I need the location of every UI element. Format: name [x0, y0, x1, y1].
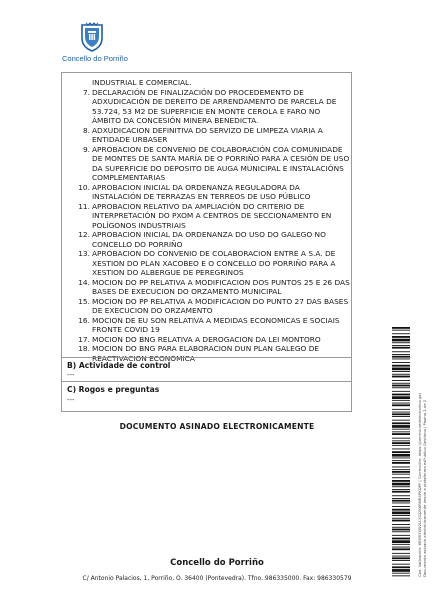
barcode-bar [392, 548, 410, 550]
barcode-bar [392, 553, 410, 554]
barcode-bar [392, 483, 410, 486]
barcode-bar [392, 409, 410, 410]
agenda-item-text: MOCION DE EU SON RELATIVA A MEDIDAS ECONOMICAS E SOCIAIS FRONTE COVID 19 [92, 315, 340, 334]
barcode [392, 327, 410, 577]
agenda-item-number: 11. [78, 201, 90, 211]
section-c-body: --- [67, 396, 75, 404]
barcode-bar [392, 451, 410, 453]
barcode-bar [392, 359, 410, 360]
barcode-bar [392, 365, 410, 367]
signed-notice: DOCUMENTO ASINADO ELECTRONICAMENTE [119, 422, 315, 431]
barcode-bar [392, 362, 410, 363]
barcode-bar [392, 520, 410, 522]
footer-address: C/ Antonio Palacios, 1, Porriño, O. 36400 (Pontevedra). Tfno. 986335000. Fax: 986330579 [82, 575, 352, 582]
barcode-bar [392, 391, 410, 392]
barcode-bar [392, 573, 410, 574]
agenda-item-number: 16. [78, 315, 90, 325]
agenda-item-text: ADXUDICACION DEFINITIVA DO SERVIZO DE LIMPEZA VIARIA A ENTIDADE URBASER [92, 125, 323, 144]
logo-text: Concello do Porriño [62, 54, 128, 63]
barcode-bar [392, 460, 410, 461]
agenda-item [62, 335, 351, 345]
agenda-item-number: 7. [82, 87, 90, 97]
agenda-item-text: MOCION DO BNG PARA ELABORACION DUN PLAN GALEGO DE REACTIVACION ECONOMICA [92, 344, 320, 363]
validation-text [418, 327, 432, 577]
barcode-bar [392, 376, 410, 378]
barcode-bar [392, 486, 410, 487]
barcode-bar [392, 431, 410, 432]
agenda-item [62, 230, 351, 249]
barcode-bar [392, 354, 410, 355]
barcode-bar [392, 544, 410, 545]
barcode-bar [392, 438, 410, 439]
agenda-item-number: 17. [78, 334, 90, 344]
agenda-item-text: APROBACION INICIAL DA ORDENANZA REGULADORA DA INSTALACIÓN DE TERRAZAS EN TERREOS DE USO PÚBLICO [92, 182, 311, 201]
barcode-bar [392, 380, 410, 381]
barcode-bar [392, 509, 410, 511]
barcode-bar [392, 535, 410, 536]
barcode-bar [392, 498, 410, 499]
agenda-item-number: 9. [82, 144, 90, 154]
agenda-item-text: MOCION DO BNG RELATIVA A DEROGACION DA LEI MONTORO [92, 334, 321, 344]
section-divider [62, 381, 351, 382]
barcode-bar [392, 387, 410, 388]
agenda-item-text: APROBACION DE CONVENIO DE COLABORACIÓN COA COMUNIDADE DE MONTES DE SANTA MARÍA DE O PORRIÑO PARA A CESIÓN DE USO DA SUPERFICIE DO DEPOSITO DE AUGA MUNICIPAL E INSTALACIÓNS COMPLEMENTARIAS [92, 144, 350, 182]
agenda-item-number: 13. [78, 249, 90, 258]
barcode-bar [392, 529, 410, 531]
barcode-bar [392, 467, 410, 468]
barcode-bar [392, 383, 410, 384]
agenda-item-number: 15. [78, 296, 90, 306]
barcode-bar [392, 480, 410, 482]
barcode-bar [392, 385, 410, 387]
barcode-bar [392, 556, 410, 557]
barcode-bar [392, 506, 410, 507]
section-b-title: B) Actividade de control [67, 361, 171, 370]
agenda-item-text: INDUSTRIAL E COMERCIAL. [92, 78, 192, 87]
barcode-bar [392, 339, 410, 342]
barcode-bar [392, 403, 410, 404]
agenda-item [62, 278, 351, 297]
barcode-bar [392, 515, 410, 516]
agenda-item-text: MOCION DO PP RELATIVA A MODIFICACION DO PUNTO 27 DAS BASES DE EXECUCION DO ORZAMENTO [92, 296, 349, 315]
signature-line: Documento asinado electrónicamente desde a plataforma esPublico Gestiona | Páxina 2 de 2 [421, 399, 427, 577]
agenda-item [62, 126, 351, 145]
barcode-bar [392, 396, 410, 399]
barcode-bar [392, 440, 410, 441]
agenda-item [62, 183, 351, 202]
barcode-bar [392, 412, 410, 413]
barcode-bar [392, 345, 410, 346]
header-logo [62, 22, 128, 63]
agenda-item-number: 14. [78, 277, 90, 287]
barcode-bar [392, 503, 410, 504]
barcode-bar [392, 500, 410, 502]
validation-line: Cód. Validación: 6EM5Y4W2LLXGJ2K6RNRXPKQPF | Corrección: https://porrino.sedelectronica.gal [417, 393, 422, 577]
agenda-item [62, 297, 351, 316]
barcode-bar [392, 512, 410, 515]
agenda-item-text: APROBACION RELATIVO DA AMPLIACIÓN DO CRITERIO DE INTERPRETACIÓN DO PXOM A CENTROS DE SECCIONAMENTO EN POLÍGONOS INDUSTRIAIS [92, 201, 332, 230]
agenda-item-number: 8. [82, 125, 90, 135]
barcode-bar [392, 538, 410, 540]
barcode-bar [392, 442, 410, 444]
agenda-item-number: 10. [78, 182, 90, 192]
section-divider [62, 357, 351, 358]
coat-of-arms-icon [80, 22, 104, 52]
barcode-bar [392, 531, 410, 532]
barcode-bar [392, 356, 410, 358]
barcode-bar [392, 454, 410, 457]
agenda-item [62, 249, 351, 278]
barcode-bar [392, 489, 410, 490]
agenda-item-number: 12. [78, 230, 90, 239]
barcode-bar [392, 477, 410, 478]
barcode-bar [392, 458, 410, 459]
barcode-bar [392, 471, 410, 473]
barcode-bar [392, 351, 410, 352]
agenda-list [62, 78, 351, 425]
barcode-bar [392, 518, 410, 519]
barcode-bar [392, 333, 410, 334]
agenda-item [62, 316, 351, 335]
barcode-bar [392, 368, 410, 371]
agenda-item [62, 88, 351, 126]
barcode-bar [392, 527, 410, 528]
footer-title: Concello do Porriño [170, 558, 264, 568]
barcode-bar [392, 404, 410, 406]
barcode-bar [392, 422, 410, 424]
barcode-bar [392, 495, 410, 496]
barcode-bar [392, 347, 410, 349]
agenda-item [62, 78, 351, 88]
agenda-item [62, 145, 351, 183]
barcode-bar [392, 449, 410, 450]
barcode-bar [392, 330, 410, 331]
agenda-item-text: MOCION DO PP RELATIVA A MODIFICACION DOS PUNTOS 25 E 26 DAS BASES DE EXECUCION DO ORZAMENTO MUNICIPAL [92, 277, 350, 296]
agenda-item-text: APROBACION DO CONVENIO DE COLABORACION ENTRE A S.A. DE XESTION DO PLAN XACOBEO E O CONCELLO DO PORRIÑO PARA A XESTION DO ALBERGUE DE PEREGRINOS [92, 249, 336, 277]
barcode-bar [392, 327, 410, 329]
barcode-bar [392, 469, 410, 470]
agenda-item [62, 202, 351, 231]
barcode-bar [392, 400, 410, 401]
agenda-item-number: 18. [78, 344, 90, 353]
barcode-bar [392, 474, 410, 475]
barcode-bar [392, 491, 410, 493]
barcode-bar [392, 524, 410, 525]
barcode-bar [392, 413, 410, 415]
barcode-bar [392, 445, 410, 446]
barcode-bar [392, 416, 410, 417]
barcode-bar [392, 394, 410, 396]
section-c-title: C) Rogos e preguntas [67, 385, 160, 394]
barcode-bar [392, 429, 410, 430]
barcode-bar [392, 569, 410, 572]
barcode-bar [392, 371, 410, 372]
section-b-body: --- [67, 371, 75, 379]
agenda-item-text: APROBACION INICIAL DA ORDENANZA DO USO DO GALEGO NO CONCELLO DO PORRIÑO [92, 230, 326, 249]
barcode-bar [392, 374, 410, 375]
barcode-bar [392, 420, 410, 421]
agenda-frame [61, 72, 352, 412]
barcode-bar [392, 336, 410, 338]
barcode-bar [392, 433, 410, 435]
barcode-bar [392, 342, 410, 343]
barcode-bar [392, 547, 410, 548]
barcode-bar [392, 462, 410, 464]
barcode-bar [392, 425, 410, 428]
barcode-bar [392, 540, 410, 543]
agenda-item-text: DECLARACIÓN DE FINALIZACIÓN DO PROCEDEMENTO DE ADXUDICACIÓN DE DEREITO DE ARRENDAMENTO DE PARCELA DE 53.724, 53 M2 DE SUPERFICIE EN MONTE CEROLA E FARO NO ÁMBITO DA CONCESIÓN MINERA BENEDICTA. [92, 87, 337, 125]
